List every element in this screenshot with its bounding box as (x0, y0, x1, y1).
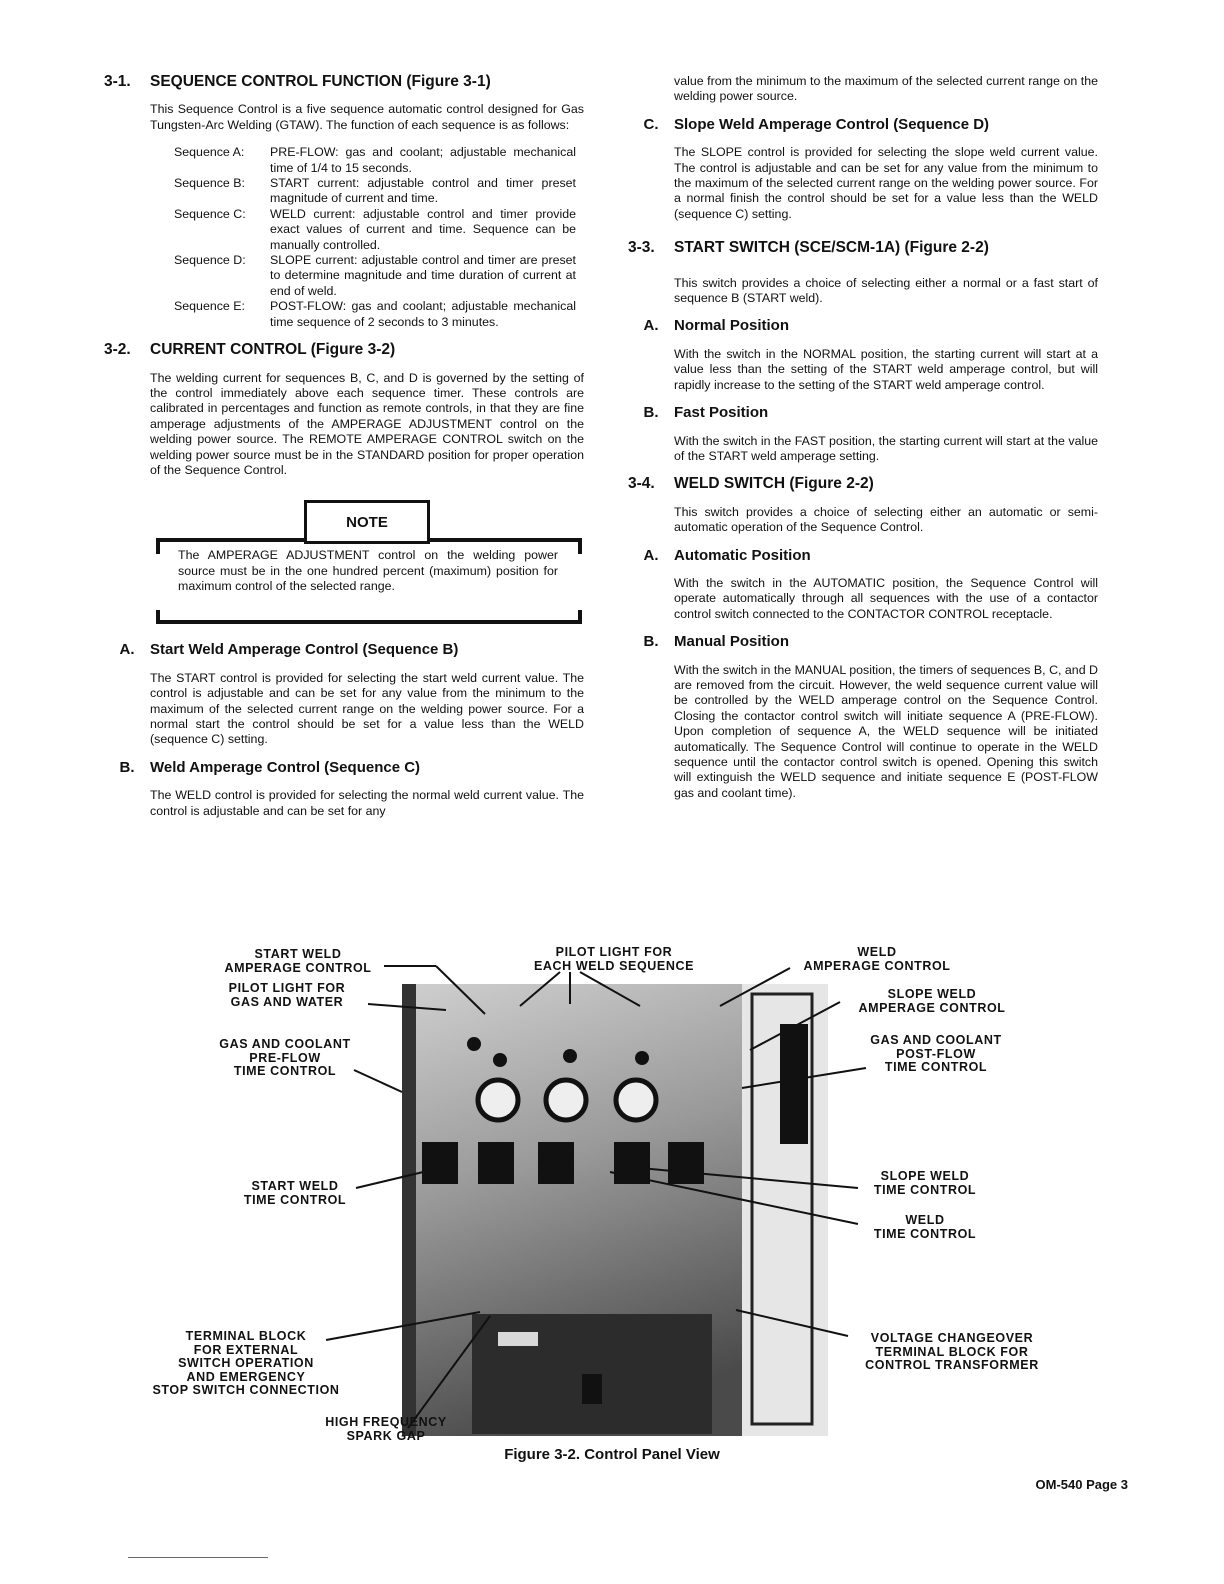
subsection-letter: A. (119, 641, 135, 659)
continued-text: value from the minimum to the maximum of the selected current range on the welding power source. (674, 74, 1098, 104)
subsection-b-body: The WELD control is provided for selecting the normal weld current value. The control is adjustable and can be set for any (150, 788, 584, 818)
sequence-desc: SLOPE current: adjustable control and timer are preset to determine magnitude and time duration of current at end of weld. (270, 253, 576, 298)
sequence-key: Sequence D: (174, 253, 246, 268)
sequence-e (174, 299, 584, 330)
sequence-key: Sequence C: (174, 206, 246, 221)
subsection-title: Automatic Position (674, 546, 811, 564)
subsection-letter: B. (119, 758, 135, 776)
subsection-letter: A. (643, 546, 659, 564)
subsection-title: Manual Position (674, 633, 790, 651)
sequence-c (174, 207, 584, 253)
figure-caption: Figure 3-2. Control Panel View (504, 1446, 720, 1463)
section-number: 3-2. (104, 341, 131, 359)
callout-start-weld-amperage: START WELD AMPERAGE CONTROL (224, 947, 372, 975)
callout-slope-weld-amperage: SLOPE WELD AMPERAGE CONTROL (858, 987, 1006, 1015)
sequence-d (174, 253, 584, 299)
subsection-letter: B. (643, 633, 659, 651)
callout-leader-lines (140, 942, 1100, 1482)
normal-position-body: With the switch in the NORMAL position, the starting current will start at a value less than the setting of the START weld amperage control, but will rapidly increase to the setting of the START weld amperage control. (674, 346, 1098, 392)
fast-position-body: With the switch in the FAST position, the starting current will start at the value of the START weld amperage setting. (674, 433, 1098, 463)
subsection-title: Start Weld Amperage Control (Sequence B) (150, 641, 459, 659)
manual-position-heading (628, 634, 1098, 649)
section-3-2-heading (104, 342, 584, 357)
subsection-title: Weld Amperage Control (Sequence C) (150, 758, 421, 776)
subsection-b-heading (104, 760, 584, 775)
manual-position-body: With the switch in the MANUAL position, the timers of sequences B, C, and D are removed from the circuit. However, the weld sequence current value will be controlled by the WELD amperage control on the Sequence Control. Closing the contactor control switch will initiate sequence A (PRE-FLOW). Upon completion of sequence A, the WELD sequence will be initiated automatically. The Sequence Control will continue to operate in the WELD sequence until the contactor control switch is opened. Opening this switch will extinguish the WELD sequence and initiate sequence E (POST-FLOW gas and coolant time). (674, 662, 1098, 800)
sequence-a (174, 145, 584, 176)
section-3-4-heading (628, 476, 1098, 491)
section-3-4-body: This switch provides a choice of selecting either an automatic or semi-automatic operation of the Sequence Control. (674, 504, 1098, 535)
section-title: SEQUENCE CONTROL FUNCTION (Figure 3-1) (150, 73, 491, 90)
section-number: 3-4. (628, 475, 655, 493)
section-3-3-body: This switch provides a choice of selecting either a normal or a fast start of sequence B (START weld). (674, 275, 1098, 306)
subsection-a-body: The START control is provided for selecting the start weld current value. The control is adjustable and can be set for any value from the minimum to the maximum of the selected current range on the welding power source. For a normal start the control should be set for a value less than the WELD (sequence C) setting. (150, 670, 584, 747)
note-box (156, 538, 582, 624)
automatic-position-body: With the switch in the AUTOMATIC position, the Sequence Control will operate automatically through all sequences with the use of a contactor control switch connected to the CONTACTOR CONTROL receptacle. (674, 575, 1098, 621)
left-column (104, 74, 584, 831)
sequence-desc: WELD current: adjustable control and timer provide exact values of current and time. Sequence can be manually controlled. (270, 206, 576, 252)
fast-position-heading (628, 405, 1098, 420)
callout-voltage-changeover: VOLTAGE CHANGEOVER TERMINAL BLOCK FOR CONTROL TRANSFORMER (865, 1331, 1039, 1372)
subsection-letter: B. (643, 404, 659, 422)
right-column (628, 74, 1098, 813)
callout-spark-gap: HIGH FREQUENCY SPARK GAP (325, 1415, 447, 1443)
subsection-letter: A. (643, 317, 659, 335)
normal-position-heading (628, 318, 1098, 333)
subsection-letter: C. (643, 115, 659, 133)
control-panel-figure (140, 942, 1100, 1482)
subsection-c-heading (628, 117, 1098, 132)
section-3-2-body: The welding current for sequences B, C, and D is governed by the setting of the control immediately above each sequence timer. These controls are calibrated in percentages and function as remote controls, in that they are fine amperage adjustments of the AMPERAGE ADJUSTMENT control on the welding power source. The REMOTE AMPERAGE CONTROL switch on the welding power source must be in the STANDARD position for proper operation of the Sequence Control. (150, 370, 584, 477)
subsection-a-heading (104, 642, 584, 657)
callout-terminal-block: TERMINAL BLOCK FOR EXTERNAL SWITCH OPERATION AND EMERGENCY STOP SWITCH CONNECTION (152, 1329, 340, 1397)
sequence-b (174, 176, 584, 207)
section-3-3-heading (628, 240, 1098, 255)
sequence-key: Sequence E: (174, 299, 245, 314)
sequence-desc: POST-FLOW: gas and coolant; adjustable mechanical time sequence of 2 seconds to 3 minutes. (270, 299, 576, 329)
callout-start-weld-time: START WELD TIME CONTROL (243, 1179, 347, 1207)
subsection-title: Slope Weld Amperage Control (Sequence D) (674, 115, 990, 133)
callout-weld-time: WELD TIME CONTROL (873, 1213, 977, 1241)
subsection-title: Normal Position (674, 317, 790, 335)
section-3-1-heading (104, 74, 584, 89)
subsection-c-body: The SLOPE control is provided for selecting the slope weld current value. The control is adjustable and can be set for any value from the minimum to the maximum of the selected current range on the welding power source. For a normal finish the control should be set for a value less than the WELD (sequence C) setting. (674, 145, 1098, 221)
subsection-title: Fast Position (674, 404, 769, 422)
callout-pilot-light-each-sequence: PILOT LIGHT FOR EACH WELD SEQUENCE (533, 945, 695, 973)
section-number: 3-3. (628, 239, 655, 257)
automatic-position-heading (628, 548, 1098, 563)
callout-pilot-light-gas-water: PILOT LIGHT FOR GAS AND WATER (228, 981, 346, 1009)
callout-preflow-time: GAS AND COOLANT PRE-FLOW TIME CONTROL (219, 1037, 351, 1078)
note-callout (156, 500, 586, 622)
section-title: START SWITCH (SCE/SCM-1A) (Figure 2-2) (674, 239, 989, 257)
note-label: NOTE (304, 500, 430, 544)
section-title: WELD SWITCH (Figure 2-2) (674, 475, 874, 493)
section-3-1-body: This Sequence Control is a five sequence automatic control designed for Gas Tungsten-Arc Welding (GTAW). The function of each sequence is as follows: (150, 102, 584, 132)
sequence-key: Sequence A: (174, 145, 245, 160)
sequence-key: Sequence B: (174, 176, 245, 191)
callout-slope-weld-time: SLOPE WELD TIME CONTROL (873, 1169, 977, 1197)
sequence-desc: START current: adjustable control and timer preset magnitude of current and time. (270, 176, 576, 206)
sequence-list (174, 145, 584, 330)
section-title: CURRENT CONTROL (Figure 3-2) (150, 341, 396, 359)
section-number: 3-1. (104, 73, 131, 90)
note-text: The AMPERAGE ADJUSTMENT control on the welding power source must be in the one hundred percent (maximum) position for maximum control of the selected range. (178, 548, 558, 594)
bottom-rule (128, 1557, 268, 1558)
page-footer: OM-540 Page 3 (1035, 1477, 1128, 1492)
callout-postflow-time: GAS AND COOLANT POST-FLOW TIME CONTROL (870, 1033, 1002, 1074)
callout-weld-amperage: WELD AMPERAGE CONTROL (803, 945, 951, 973)
sequence-desc: PRE-FLOW: gas and coolant; adjustable mechanical time of 1/4 to 15 seconds. (270, 145, 576, 175)
